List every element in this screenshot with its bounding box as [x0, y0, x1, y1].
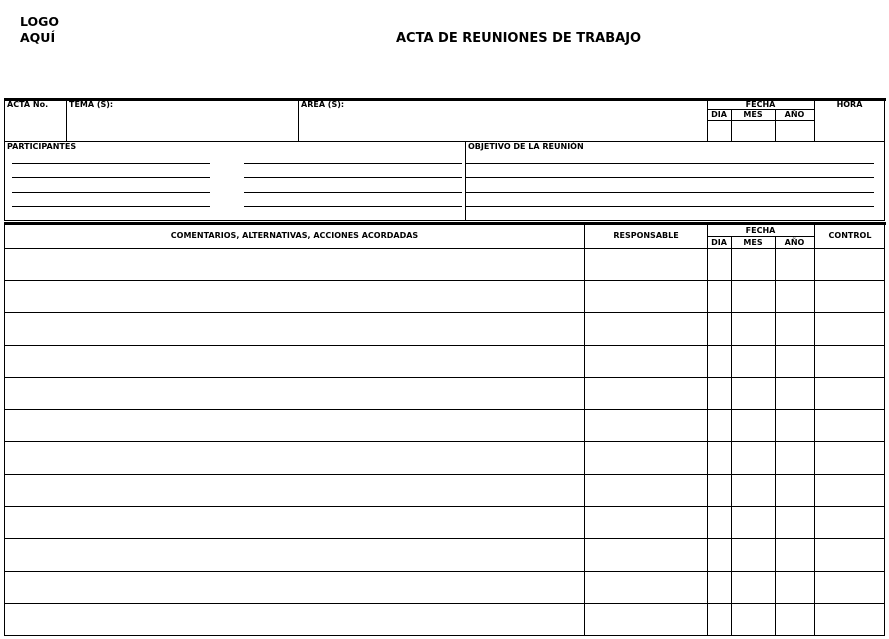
- mes-header: MES: [743, 238, 763, 247]
- divider-participantes-objetivo: [465, 141, 466, 220]
- actions-right-border: [884, 222, 885, 636]
- fecha-header: FECHA: [745, 226, 776, 235]
- area-label: AREA (S):: [301, 100, 345, 109]
- info-row-divider: [4, 141, 885, 142]
- comentarios-header: COMENTARIOS, ALTERNATIVAS, ACCIONES ACORDADAS: [170, 231, 419, 240]
- objetivo-label: OBJETIVO DE LA REUNIÓN: [468, 142, 584, 151]
- participant-line[interactable]: [244, 163, 462, 164]
- participant-line[interactable]: [12, 177, 210, 178]
- ano-header: AÑO: [784, 238, 805, 247]
- divider-mes-ano: [775, 236, 776, 636]
- responsable-header: RESPONSABLE: [613, 231, 679, 240]
- divider-tema-area: [298, 100, 299, 141]
- objetivo-line[interactable]: [466, 177, 874, 178]
- participantes-label: PARTICIPANTES: [7, 142, 77, 151]
- objetivo-line[interactable]: [466, 163, 874, 164]
- table-row[interactable]: [4, 474, 885, 475]
- participant-line[interactable]: [244, 206, 462, 207]
- table-row[interactable]: [4, 280, 885, 281]
- table-row[interactable]: [4, 506, 885, 507]
- table-row[interactable]: [4, 635, 885, 636]
- objetivo-line[interactable]: [466, 206, 874, 207]
- header-bottom-line: [4, 248, 885, 249]
- info-left-border: [4, 98, 5, 221]
- table-row[interactable]: [4, 345, 885, 346]
- control-header: CONTROL: [828, 231, 872, 240]
- hora-label: HORA: [836, 100, 863, 109]
- table-row[interactable]: [4, 603, 885, 604]
- table-row[interactable]: [4, 441, 885, 442]
- logo-line-2: AQUÍ: [20, 30, 56, 45]
- info-bottom-border: [4, 220, 885, 221]
- info-right-border: [884, 98, 885, 221]
- divider-comentarios-responsable: [584, 224, 585, 636]
- page-title: ACTA DE REUNIONES DE TRABAJO: [396, 31, 642, 46]
- participant-line[interactable]: [244, 192, 462, 193]
- table-row[interactable]: [4, 571, 885, 572]
- fecha-label: FECHA: [745, 100, 776, 109]
- table-row[interactable]: [4, 538, 885, 539]
- acta-no-label: ACTA No.: [7, 100, 49, 109]
- divider-fecha-control: [814, 224, 815, 636]
- table-row[interactable]: [4, 312, 885, 313]
- dia-header: DIA: [711, 238, 727, 247]
- participant-line[interactable]: [12, 163, 210, 164]
- dia-label: DIA: [711, 110, 727, 119]
- participant-line[interactable]: [12, 206, 210, 207]
- table-row[interactable]: [4, 377, 885, 378]
- logo-line-1: LOGO: [20, 14, 60, 29]
- fecha-day-row-divider: [707, 120, 814, 121]
- divider-acta-tema: [66, 100, 67, 141]
- divider-responsable-fecha: [707, 224, 708, 636]
- mes-label: MES: [743, 110, 763, 119]
- tema-label: TEMA (S):: [69, 100, 114, 109]
- logo-placeholder: [20, 14, 59, 46]
- table-row[interactable]: [4, 409, 885, 410]
- participant-line[interactable]: [244, 177, 462, 178]
- fecha-sub-divider: [707, 236, 814, 237]
- participant-line[interactable]: [12, 192, 210, 193]
- ano-label: AÑO: [784, 110, 805, 119]
- actions-top-border: [4, 222, 886, 225]
- divider-dia-mes: [731, 236, 732, 636]
- objetivo-line[interactable]: [466, 192, 874, 193]
- actions-left-border: [4, 222, 5, 636]
